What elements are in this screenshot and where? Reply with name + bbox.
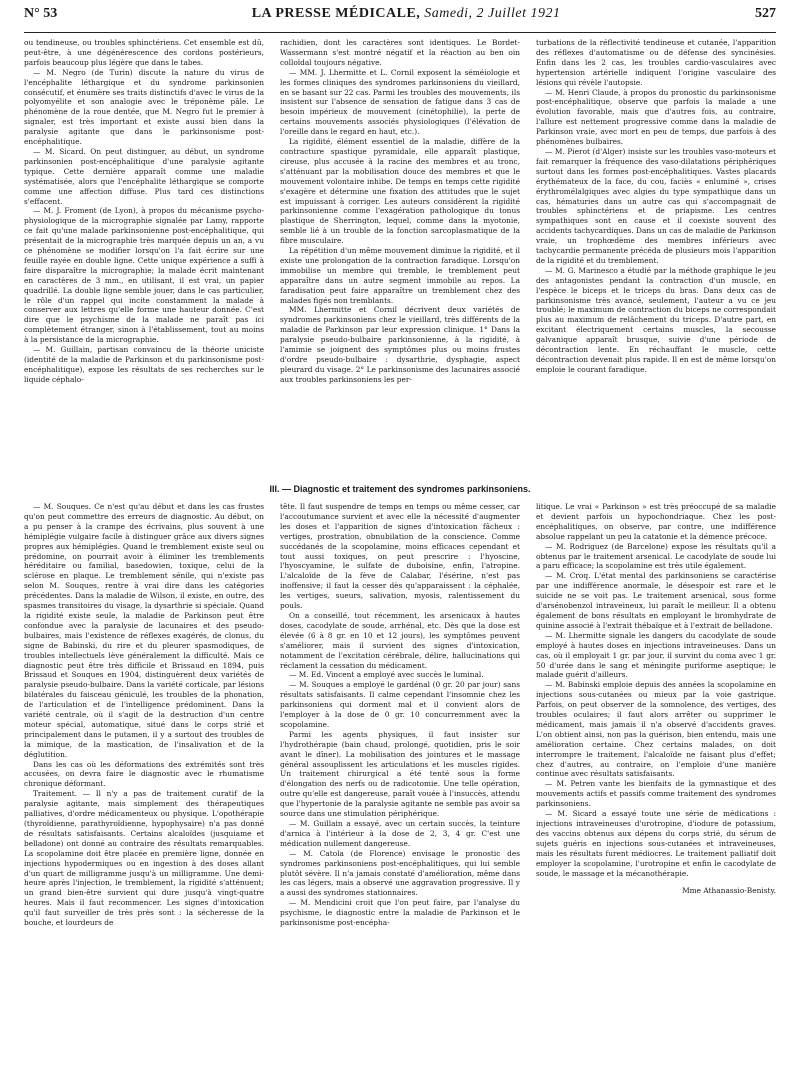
top-column-2 xyxy=(280,38,520,478)
paragraph: ou tendineuse, ou troubles sphinctériens. Cet ensemble est dû, peut-être, à une dégénérescence des cordons postérieurs, parfois beaucoup plus légère que dans le tabes. xyxy=(24,38,264,67)
section-heading: III. — Diagnostic et traitement des syndromes parkinsoniens. xyxy=(269,484,531,494)
paragraph: — M. Petren vante les bienfaits de la gymnastique et des mouvements actifs et passifs comme traitement des syndromes parkinsoniens. xyxy=(536,779,776,809)
paragraph: — M. J. Froment (de Lyon), à propos du mécanisme psycho-physiologique de la micrographie signalée par Lamy, rapporte ce fait qu'une malade parkinsonienne post-encéphalitique, qui présentait de la micrographie très marquée depuis un an, a vu ce phénomène se modifier lorsqu'on l'a fait écrire sur une feuille rayée en double ligne. Cette unique expérience a suffi à faire disparaître la micrographie; la malade écrit maintenant en caractères de 3 mm., en utilisant, il est vrai, un papier quadrillé. La double ligne semble jouer, dans le cas particulier, le rôle d'un rappel qui incite constamment la malade à conserver aux lettres qu'elle forme une hauteur donnée. C'est dire que le psychisme de la malade ne paraît pas ici complètement étranger, sinon à l'établissement, tout au moins à la persistance de la micrographie. xyxy=(24,206,264,345)
page-number: 527 xyxy=(754,6,776,21)
issue-date: Samedi, 2 Juillet 1921 xyxy=(424,6,561,21)
paragraph: — M. Rodriguez (de Barcelone) expose les résultats qu'il a obtenus par le traitement arsenical. Le cacodylate de soude lui a paru efficace; la scopolamine est très utile également. xyxy=(536,541,776,571)
paragraph: — M. Guillain, partisan convaincu de la théorie uniciste (identité de la maladie de Parkinson et du parkinsonisme post-encéphalitique), expose les résultats de ses recherches sur le liquide céphalo- xyxy=(24,345,264,384)
paragraph: — MM. J. Lhermitte et L. Cornil exposent la séméiologie et les formes cliniques des syndromes parkinsoniens du vieillard, en se basant sur 22 cas. Parmi les troubles des mouvements, ils insistent sur l'absence de sensation de fatigue dans 3 cas de besoin impérieux de mouvement (cinétophilie), la perte de certains mouvements associés physiologiques (l'élévation de l'oreille dans le regard en haut, etc.). xyxy=(280,67,520,137)
bottom-column-3 xyxy=(536,502,776,1072)
paragraph: — M. Mendicini croit que l'on peut faire, par l'analyse du psychisme, le diagnostic entre la maladie de Parkinson et le parkinsonisme post-encépha- xyxy=(280,898,520,928)
bottom-column-1 xyxy=(24,502,264,1072)
paragraph: On a conseillé, tout récemment, les arsenicaux à hautes doses, cacodylate de soude, arrhénal, etc. Dès que la dose est élevée (6 à 8 gr. en 10 et 12 jours), les symptômes peuvent s'améliorer, mais il survient des signes d'intoxication, notamment de l'excitation cérébrale, délire, hallucinations qui réclament la cessation du médicament. xyxy=(280,610,520,670)
paragraph: Parmi les agents physiques, il faut insister sur l'hydrothérapie (bain chaud, prolongé, quotidien, pris le soir avant le dîner). La mobilisation des jointures et le massage général assouplissent les articulations et les muscles rigides. Un traitement chirurgical a été tenté sous la forme d'élongation des nerfs ou de radicotomie. Une telle opération, outre qu'elle est dangereuse, paraît vouée à l'insuccès, attendu que l'hypertonie de la paralysie agitante ne semble pas avoir sa source dans une stimulation périphérique. xyxy=(280,729,520,819)
journal-name: LA PRESSE MÉDICALE, xyxy=(251,6,421,21)
paragraph: — M. Sicard. On peut distinguer, au début, un syndrome parkinsonien post-encéphalitique d'une paralysie agitante typique. Cette dernière apparaît comme une maladie systématisée, alors que l'encéphalite léthargique se comporte comme une affection diffuse. Plus tard ces distinctions s'effacent. xyxy=(24,146,264,206)
paragraph: rachidien, dont les caractères sont identiques. Le Bordet-Wassermann s'est montré négatif et la réaction au ben oin colloïdal toujours négative. xyxy=(280,38,520,67)
paragraph: tête. Il faut suspendre de temps en temps ou même cesser, car l'accoutumance survient et avec elle la nécessité d'augmenter les doses et l'apparition de signes d'intoxication fâcheux : vertiges, prostration, obnubilation de la conscience. Comme succédanés de la scopolamine, moins efficaces cependant et tout aussi toxiques, on peut prescrire : l'hyoscine, l'hyoscyamine, le sulfate de duboisine, enfin, l'atropine. L'alcaloïde de la fève de Calabar, l'ésérine, n'est pas inoffensive; il faut la cesser dès qu'apparaissent : la céphalée, les vertiges, sueurs, salivation, myosis, ralentissement du pouls. xyxy=(280,502,520,611)
paragraph: MM. Lhermitte et Cornil décrivent deux variétés de syndromes parkinsoniens chez le vieillard, très différents de la maladie de Parkinson par leur expression clinique. 1° Dans la paralysie pseudo-bulbaire parkinsonienne, à la rigidité, à l'amimie se joignent des symptômes plus ou moins frustes d'ordre pseudo-bulbaire : dysarthrie, dysphagie, aspect pleurard du visage. 2° Le parkinsonisme des lacunaires associé aux troubles parkinsoniens les per- xyxy=(280,305,520,384)
paragraph: — M. Henri Claude, à propos du pronostic du parkinsonisme post-encéphalitique, observe que parfois la malade a une évolution favorable, mais que d'autres fois, au contraire, l'allure est nettement progressive comme dans la maladie de Parkinson vraie, avec mort en peu de temps, due parfois à des phénomènes bulbaires. xyxy=(536,87,776,147)
paragraph: — M. Negro (de Turin) discute la nature du virus de l'encéphalite léthargique et du syndrome parkinsonien consécutif, et énumère ses traits distinctifs d'avec le virus de la polyomyélite et son analogie avec le tréponème pâle. Le phénomène de la roue dentée, que M. Negro fut le premier à signaler, est très important et existe aussi bien dans la paralysie agitante que dans le parkinsonisme post-encéphalitique. xyxy=(24,67,264,147)
journal-title xyxy=(252,6,561,22)
paragraph: — M. Guillain a essayé, avec un certain succès, la teinture d'arnica à l'intérieur à la dose de 2, 3, 4 gr. C'est une médication nullement dangereuse. xyxy=(280,819,520,848)
paragraph: La répétition d'un même mouvement diminue la rigidité, et il existe une prolongation de la contraction faradique. Lorsqu'on immobilise un membre qui tremble, le tremblement peut apparaître dans un autre segment immobile au repos. La faradisation peut faire apparaître un tremblement chez des malades figés non tremblants. xyxy=(280,246,520,305)
paragraph: — M. Catola (de Florence) envisage le pronostic des syndromes parkinsoniens post-encéphalitiques, qui lui semble plutôt sévère. Il n'a jamais constaté d'amélioration, même dans les cas légers, mais a observé une aggravation progressive. Il y a aussi des syndromes stationnaires. xyxy=(280,848,520,898)
paragraph: — M. Sicard a essayé toute une série de médications : injections intraveineuses d'urotropine, d'iodure de potassium, des vaccins obtenus aux dépens du corps strié, du sérum de sujets guéris en injections sous-cutanées et intraveineuses, mais les résultats furent médiocres. Le traitement palliatif doit employer la scopolamine, l'urotropine et enfin le cacodylate de soude, le massage et la mécanothérapie. xyxy=(536,809,776,878)
paragraph: La rigidité, élément essentiel de la maladie, diffère de la contracture spastique pyramidale, elle apparaît plastique, cireuse, plus accusée à la racine des membres et au tronc, s'atténuant par la mobilisation douce des membres et que le mouvement volontaire inhibe. De temps en temps cette rigidité s'exagère et détermine une fixation des attitudes que le sujet est impuissant à corriger. Les auteurs considèrent la rigidité parkinsonienne comme l'exagération pathologique du tonus plastique de Sherrington, lequel, comme dans la myotonie, semble lié à un trouble de la fonction sarcoplasmatique de la fibre musculaire. xyxy=(280,137,520,246)
paragraph: — M. G. Marinesco a étudié par la méthode graphique le jeu des antagonistes pendant la contraction d'un muscle, en l'espèce le biceps et le triceps du bras. Dans deux cas de parkinsonisme très avancé, seulement, l'auteur a vu ce jeu troublé; le maximum de contraction du biceps ne correspondait plus au maximum de relâchement du triceps. D'autre part, en excitant électriquement certains muscles, la secousse galvanique apparaît brusque, suivie d'une période de décontraction lente. En réchauffant le muscle, cette décontraction devenait plus rapide. Il en est de même lorsqu'on emploie le courant faradique. xyxy=(536,265,776,374)
paragraph: Dans les cas où les déformations des extrémités sont très accusées, on devra faire le diagnostic avec le rhumatisme chronique déformant. xyxy=(24,759,264,789)
top-column-3 xyxy=(536,38,776,478)
paragraph: Traitement. — Il n'y a pas de traitement curatif de la paralysie agitante, mais simplement des thérapeutiques palliatives, d'ordre médicamenteux ou physique. L'opothérapie (thyroïdienne, parathyroïdienne, hypophysaire) n'a pas donné de résultats satisfaisants. Certains alcaloïdes (jusquiame et belladone) ont donné au contraire des résultats remarquables. La scopolamine doit être placée en première ligne, donnée en injections hypodermiques ou en ingestion à des doses allant d'un quart de milligramme jusqu'à un milligramme. Une demi-heure après l'injection, le tremblement, la rigidité s'atténuent; un grand bien-être survient qui dure jusqu'à vingt-quatre heures. Mais il faut recommencer. Les signes d'intoxication qu'il faut surveiller de très près sont : la sécheresse de la bouche, et lourdeurs de xyxy=(24,789,264,928)
paragraph: litique. Le vrai « Parkinson » est très préoccupé de sa maladie et devient parfois un hypochondriaque. Chez les post-encéphalitiques, on observe, par contre, une indifférence absolue rappelant un peu la catatonie et la démence précoce. xyxy=(536,502,776,541)
paragraph: — M. Babinski emploie depuis des années la scopolamine en injections sous-cutanées ou mieux par la voie gastrique. Parfois, on peut observer de la somnolence, des vertiges, des troubles oculaires; il faut alors arrêter ou supprimer le médicament, mais jamais il n'a observé d'accidents graves. L'on obtient ainsi, non pas la guérison, bien entendu, mais une amélioration certaine. Chez certains malades, on doit interrompre le traitement, l'alcaloïde ne faisant plus d'effet; chez d'autres, au contraire, on l'emploie d'une manière continue avec résultats satisfaisants. xyxy=(536,680,776,779)
paragraph: — M. Lhermitte signale les dangers du cacodylate de soude employé à hautes doses en injections intraveineuses. Dans un cas, où il employait 1 gr. par jour, il survint du coma avec 1 gr. 50 d'urée dans le sang et méningite puriforme aseptique; le malade guérit d'ailleurs. xyxy=(536,630,776,680)
issue-number: N° 53 xyxy=(24,6,58,21)
header-rule xyxy=(24,32,776,33)
paragraph: — M. Pierot (d'Alger) insiste sur les troubles vaso-moteurs et fait remarquer la fréquence des vaso-dilatations périphériques surtout dans les formes post-encéphalitiques. Vastes placards érythémateux de la face, du cou, faciès « enluminé », crises érythromélalgiques avec algies du type sympathique dans un cas, hématuries dans un autre cas qui s'accompagnait de troubles sphinctériens et de priapisme. Les centres sympathiques sont en cause et il coexiste souvent des accidents tachycardiques. Dans un cas de maladie de Parkinson vraie, un trophœdème des membres inférieurs avec tachycardie permanente précéda de plusieurs mois l'apparition de la rigidité et du tremblement. xyxy=(536,146,776,265)
bottom-column-2 xyxy=(280,502,520,1072)
top-column-1 xyxy=(24,38,264,478)
paragraph: — M. Croq. L'état mental des parkinsoniens se caractérise par une indifférence anormale, le désespoir est rare et le suicide ne se voit pas. Le traitement arsenical, sous forme d'arsénobenzol intraveineux, lui paraît le meilleur. Il a obtenu également de bons résultats en employant le bromhydrate de quinine associé à l'extrait thébaïque et à l'extrait de belladone. xyxy=(536,571,776,630)
author-signature: Mme Athanassio-Benisty. xyxy=(682,886,776,896)
paragraph: turbations de la réflectivité tendineuse et cutanée, l'apparition des réflexes d'automatisme ou de défense des syncinésies. Enfin dans les 2 cas, les troubles cardio-vasculaires avec hypertension artérielle indiquent l'origine vasculaire des lésions qui révèle l'autopsie. xyxy=(536,38,776,87)
paragraph: — M. Souques. Ce n'est qu'au début et dans les cas frustes qu'on peut commettre des erreurs de diagnostic. Au début, on a pu penser à la crampe des écrivains, plus souvent à une hémiplégie vulgaire facile à distinguer grâce aux divers signes propres aux hémiplégies. Quand le tremblement existe seul ou prédomine, on pourrait avoir à éliminer les tremblements héréditaire ou familial, basedowien, toxique, celui de la sclérose en plaque. Le tremblement sénile, qui n'existe pas selon M. Souques, rentre à vrai dire dans les catégories précédentes. Dans la maladie de Wilson, il existe, en outre, des spasmes transitoires du visage, la dysarthrie si spéciale. Quand la rigidité existe seule, la maladie de Parkinson peut être confondue avec la paralysie de lacunaires et des pseudo-bulbaires, mais l'existence de réflexes exagérés, de clonus, du signe de Babinski, du rire et du pleurer spasmodiques, de troubles intellectuels lève généralement la difficulté. Mais ce diagnostic peut être très difficile et Brissaud en 1894, puis Brissaud et Souques en 1904, distinguèrent deux variétés de paralysie pseudo-bulbaire. Dans la variété corticale, par lésions bilatérales du faisceau géniculé, les troubles de la phonation, de l'articulation et de l'intelligence prédominent. Dans la variété centrale, où il s'agit de la destruction d'un centre moteur spécial, automatique, situé dans le corps strié et principalement dans le putamen, il y a surtout des troubles de la mimique, de la mastication, de l'insalivation et de la déglutition. xyxy=(24,502,264,759)
paragraph: — M. Ed. Vincent a employé avec succès le luminal. xyxy=(289,670,484,680)
running-header xyxy=(24,6,776,30)
paragraph: — M. Souques a employé le gardénal (0 gr. 20 par jour) sans résultats satisfaisants. Il calme cependant l'insomnie chez les parkinsoniens qui dorment mal et il convient alors de l'employer à la dose de 0 gr. 10 concurremment avec la scopolamine. xyxy=(280,680,520,729)
